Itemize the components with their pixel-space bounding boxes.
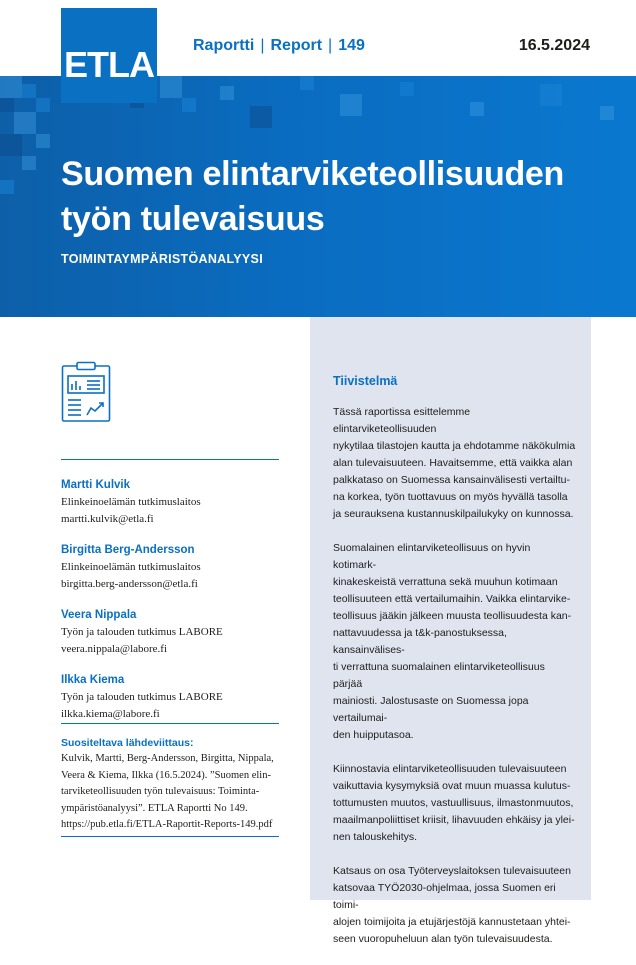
series-label-en: Report (270, 37, 323, 54)
abstract-line: mainiosti. Jalostusaste on Suomessa jopa vertailumai- (333, 695, 529, 724)
abstract-line: nen talouskehitys. (333, 831, 418, 843)
abstract-heading: Tiivistelmä (333, 374, 398, 388)
abstract-paragraph (333, 761, 576, 846)
abstract-line: tottumusten muutos, vastuullisuus, ilmastonmuutos, (333, 797, 574, 809)
citation-line: Kulvik, Martti, Berg-Andersson, Birgitta, Nippala, (61, 753, 274, 764)
report-series-line (193, 37, 365, 55)
banner-tile (0, 134, 22, 156)
banner-tile (36, 98, 50, 112)
banner-tile (182, 98, 196, 112)
author-email[interactable]: martti.kulvik@etla.fi (61, 513, 154, 525)
author-entry (61, 542, 291, 593)
author-name: Ilkka Kiema (61, 674, 125, 686)
citation-url[interactable]: https://pub.etla.fi/ETLA-Raportit-Reports-149.pdf (61, 819, 273, 830)
author-entry (61, 607, 291, 658)
author-name: Veera Nippala (61, 609, 137, 621)
abstract-body (333, 404, 576, 965)
section-divider (61, 836, 279, 837)
author-entry (61, 477, 291, 528)
banner-tile (300, 76, 314, 90)
author-name: Martti Kulvik (61, 479, 131, 491)
abstract-line: den huipputasoa. (333, 729, 414, 741)
report-chart-icon (61, 361, 111, 423)
etla-logo (61, 8, 157, 103)
logo-text: ETLA (64, 43, 154, 85)
title-line: työn tulevaisuus (61, 200, 325, 238)
author-organization: Elinkeinoelämän tutkimuslaitos (61, 496, 201, 508)
title-line: Suomen elintarviketeollisuuden (61, 155, 565, 193)
citation-line: Veera & Kiema, Ilkka (16.5.2024). ”Suomen elin- (61, 769, 271, 781)
abstract-line: maailmanpoliittiset kriisit, lihavuuden ehkäisy ja ylei- (333, 814, 575, 826)
section-divider (61, 459, 279, 460)
abstract-line: teollisuus jääkin jälkeen muusta teollisuudesta kan- (333, 610, 572, 622)
abstract-line: alojen toimijoita ja etujärjestöjä kannustetaan yhtei- (333, 916, 571, 928)
abstract-paragraph (333, 863, 576, 948)
separator: | (260, 37, 265, 54)
banner-tile (400, 82, 414, 96)
banner-tile (14, 112, 36, 134)
banner-tile (160, 76, 182, 98)
banner-tile (0, 98, 14, 112)
banner-tile (220, 86, 234, 100)
abstract-line: nykytilaa tilastojen kautta ja ehdotamme näkökulmia (333, 440, 576, 452)
banner-tile (250, 106, 272, 128)
banner-tile (470, 102, 484, 116)
author-entry (61, 672, 291, 723)
banner-tile (0, 180, 14, 194)
abstract-line: palkkataso on Suomessa kansainvälisesti vertailtu- (333, 474, 570, 486)
abstract-line: Katsaus on osa Työterveyslaitoksen tulevaisuuteen (333, 865, 571, 877)
abstract-paragraph (333, 540, 576, 744)
abstract-line: seen vuoropuheluun alan työn tulevaisuudesta. (333, 933, 553, 945)
abstract-line: Tässä raportissa esittelemme elintarviketeollisuuden (333, 406, 471, 435)
banner-tile (22, 156, 36, 170)
abstract-line: Suomalainen elintarviketeollisuus on hyvin kotimark- (333, 542, 531, 571)
author-organization: Työn ja talouden tutkimus LABORE (61, 626, 223, 638)
author-email[interactable]: birgitta.berg-andersson@etla.fi (61, 578, 198, 590)
series-label: Raportti (193, 37, 255, 54)
abstract-line: kinakeskeistä verrattuna sekä muuhun kotimaan (333, 576, 558, 588)
abstract-panel (310, 317, 591, 945)
abstract-line: ti verrattuna suomalainen elintarviketeollisuus pärjää (333, 661, 545, 690)
citation-heading: Suositeltava lähdeviittaus: (61, 737, 194, 749)
author-email[interactable]: veera.nippala@labore.fi (61, 643, 168, 655)
report-subtitle: TOIMINTAYMPÄRISTÖANALYYSI (61, 252, 263, 266)
banner-tile (36, 134, 50, 148)
citation-line: tarviketeollisuuden työn tulevaisuus: Toiminta- (61, 786, 260, 797)
abstract-paragraph (333, 404, 576, 523)
abstract-line: na korkea, työn tuottavuus on myös hyvällä tasolla (333, 491, 568, 503)
abstract-line: ja seurauksena kustannuskilpailukyky on kunnossa. (333, 508, 574, 520)
banner-tile (600, 106, 614, 120)
abstract-line: Kiinnostavia elintarviketeollisuuden tulevaisuuteen (333, 763, 567, 775)
abstract-line: katsovaa TYÖ2030-ohjelmaa, jossa Suomen eri toimi- (333, 882, 556, 911)
banner-tile (0, 76, 22, 98)
abstract-line: alan tulevaisuuteen. Havaitsemme, että vaikka alan (333, 457, 573, 469)
author-organization: Työn ja talouden tutkimus LABORE (61, 691, 223, 703)
report-title (61, 152, 621, 242)
author-email[interactable]: ilkka.kiema@labore.fi (61, 708, 160, 720)
banner-tile (340, 94, 362, 116)
citation-line: ympäristöanalyysi”. ETLA Raportti No 149. (61, 802, 248, 814)
abstract-line: teollisuuteen että vertailumaihin. Vaikka elintarvike- (333, 593, 571, 605)
author-name: Birgitta Berg-Andersson (61, 544, 195, 556)
abstract-line: nattavuudessa ja t&k-panostuksessa, kansainvälises- (333, 627, 507, 656)
banner-tile (22, 84, 36, 98)
author-organization: Elinkeinoelämän tutkimuslaitos (61, 561, 201, 573)
recommended-citation (61, 735, 289, 834)
report-number: 149 (338, 37, 365, 54)
banner-tile (540, 84, 562, 106)
abstract-line: vaikuttavia kysymyksiä ovat muun muassa kulutus- (333, 780, 571, 792)
separator: | (328, 37, 333, 54)
publication-date: 16.5.2024 (518, 37, 590, 54)
author-list (61, 477, 291, 737)
citation-text (61, 751, 289, 834)
section-divider (61, 723, 279, 724)
